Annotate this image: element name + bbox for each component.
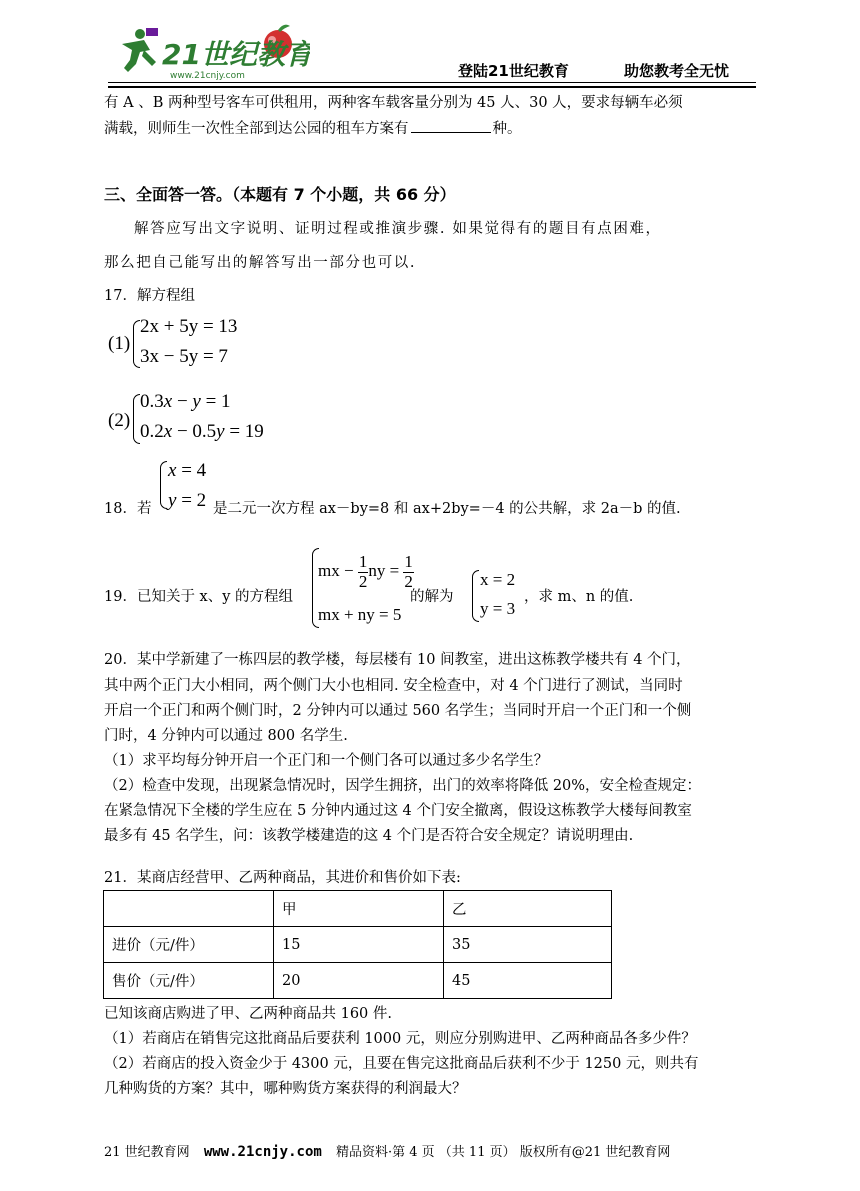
- op: − 0.5: [172, 421, 217, 442]
- q17-p1-eq1: 2x + 5y = 13: [140, 316, 238, 337]
- denominator: 2: [358, 571, 368, 591]
- q19-eq1: [318, 553, 414, 591]
- numerator: 1: [404, 552, 413, 571]
- q20-line-1: 20．某中学新建了一栋四层的教学楼，每层楼有 10 间教室，进出这栋教学楼共有 4 个门，: [104, 652, 691, 668]
- system-brace: [133, 320, 140, 368]
- q20-line-5: （1）求平均每分钟开启一个正门和一个侧门各可以通过多少名学生？: [104, 753, 549, 769]
- footer-right: 精品资料·第 4 页 （共 11 页） 版权所有@21 世纪教育网: [335, 1145, 671, 1160]
- section-intro-2: 那么把自己能写出的解答写出一部分也可以.: [104, 255, 417, 271]
- q16-text-b: 种。: [492, 121, 522, 137]
- q17-p1-eq2: 3x − 5y = 7: [140, 346, 228, 367]
- q19-label: 19．已知关于 x、y 的方程组: [104, 589, 294, 605]
- q18-eq2: [168, 490, 206, 512]
- q19-sol2: y = 3: [480, 599, 516, 618]
- q20-line-8: 最多有 45 名学生，问：该教学楼建造的这 4 个门是否符合安全规定？请说明理由.: [104, 828, 634, 844]
- section-title: 三、全面答一答。（本题有 7 个小题，共 66 分）: [104, 185, 456, 204]
- table-cell: 售价（元/件）: [104, 963, 274, 999]
- table-row: [104, 927, 612, 963]
- table-cell: 乙: [444, 891, 612, 927]
- q19-eq2: mx + ny = 5: [318, 605, 402, 624]
- header-divider: [108, 82, 756, 83]
- rhs: = 4: [176, 460, 207, 481]
- fraction: [358, 553, 369, 591]
- q17-part1-label: (1): [108, 333, 131, 354]
- q19-mid: 的解为: [410, 589, 454, 605]
- logo-url: www.21cnjy.com: [170, 71, 245, 80]
- q21-line-1: 已知该商店购进了甲、乙两种商品共 160 件.: [104, 1006, 393, 1022]
- var-y: y: [168, 490, 177, 511]
- table-row: [104, 963, 612, 999]
- q20-line-2: 其中两个正门大小相同，两个侧门大小也相同. 安全检查中，对 4 个门进行了测试，当同时: [104, 678, 683, 694]
- var-x: x: [163, 421, 173, 442]
- q21-line-3: （2）若商店的投入资金少于 4300 元，且要在售完这批商品后获利不少于 1250 元，则共有: [104, 1056, 699, 1072]
- header-slogan-right: 助您教考全无忧: [624, 62, 730, 80]
- footer-left: 21 世纪教育网: [104, 1145, 190, 1160]
- q17-part2-label: (2): [108, 410, 131, 431]
- system-brace: [133, 394, 140, 444]
- q20-line-7: 在紧急情况下全楼的学生应在 5 分钟内通过这 4 个门安全撤离，假设这栋教学大楼每间教室: [104, 803, 692, 819]
- system-brace: [472, 570, 479, 622]
- system-brace: [160, 461, 167, 509]
- q20-line-6: （2）检查中发现，出现紧急情况时，因学生拥挤，出门的效率将降低 20%，安全检查规定：: [104, 778, 702, 794]
- var-x: x: [163, 391, 173, 412]
- q16-text-a: 满载，则师生一次性全部到达公园的租车方案有: [104, 121, 409, 137]
- table-cell: 进价（元/件）: [104, 927, 274, 963]
- table-cell: 20: [274, 963, 444, 999]
- price-table: [103, 890, 612, 999]
- q16-line-2: [104, 122, 522, 137]
- coef: 0.3: [140, 391, 164, 412]
- logo-text: 21世纪教育: [162, 38, 310, 71]
- rhs: = 19: [224, 421, 264, 442]
- section-intro-1: 解答应写出文字说明、证明过程或推演步骤. 如果觉得有的题目有点困难，: [134, 221, 662, 237]
- table-cell: 45: [444, 963, 612, 999]
- eq-part: mx −: [318, 561, 358, 581]
- q21-line-4: 几种购货的方案？其中，哪种购货方案获得的利润最大？: [104, 1081, 467, 1097]
- q18-eq1: [168, 460, 206, 482]
- rhs: = 2: [176, 490, 207, 511]
- numerator: 1: [358, 552, 368, 571]
- q16-line-1: 有 A 、B 两种型号客车可供租用，两种客车载客量分别为 45 人、30 人，要求每辆车必须: [104, 95, 683, 111]
- header-slogan-left: 登陆21世纪教育: [458, 62, 569, 80]
- var-x: x: [168, 460, 177, 481]
- q18-text: 是二元一次方程 ax－by=8 和 ax+2by=－4 的公共解，求 2a－b 的值.: [213, 501, 681, 517]
- q17-label: 17．解方程组: [104, 288, 195, 304]
- logo-graphic: [110, 20, 310, 80]
- page-footer: [104, 1141, 670, 1160]
- coef: 0.2: [140, 421, 164, 442]
- q17-p2-eq1: [140, 391, 231, 413]
- var-y: y: [216, 421, 225, 442]
- table-header-row: [104, 891, 612, 927]
- q21-label: 21．某商店经营甲、乙两种商品，其进价和售价如下表:: [104, 870, 461, 886]
- op: −: [172, 391, 193, 412]
- q17-p2-eq2: [140, 421, 264, 443]
- q20-line-4: 门时，4 分钟内可以通过 800 名学生.: [104, 728, 348, 744]
- fraction: [403, 553, 414, 591]
- q20-line-3: 开启一个正门和两个侧门时，2 分钟内可以通过 560 名学生；当同时开启一个正门和一个侧: [104, 703, 692, 719]
- denominator: 2: [404, 571, 413, 591]
- rhs: = 1: [200, 391, 231, 412]
- answer-blank: [411, 132, 491, 133]
- table-cell: 15: [274, 927, 444, 963]
- footer-site-link[interactable]: www.21cnjy.com: [203, 1144, 322, 1160]
- site-logo: [110, 20, 310, 80]
- table-cell: 35: [444, 927, 612, 963]
- header-divider-thick: [108, 86, 756, 88]
- q21-line-2: （1）若商店在销售完这批商品后要获利 1000 元，则应分别购进甲、乙两种商品各多少件？: [104, 1031, 696, 1047]
- eq-part: ny =: [368, 561, 404, 581]
- var-y: y: [192, 391, 201, 412]
- q18-label: 18．若: [104, 501, 152, 517]
- table-cell: [104, 891, 274, 927]
- q19-sol1: x = 2: [480, 570, 516, 589]
- table-cell: 甲: [274, 891, 444, 927]
- q19-tail: ，求 m、n 的值.: [524, 589, 634, 605]
